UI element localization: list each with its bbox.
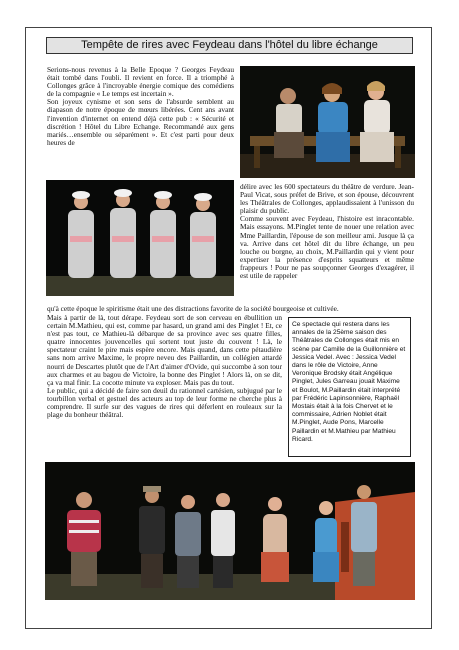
paragraph-delire: délire avec les 600 spectateurs du théâtre de verdure. Jean-Paul Vicat, sous préfet de Brive, et son épouse, découvrent les Théâtrales de Collonges, applaudissaient à l'unisson du plaisir du public. [240,183,414,216]
article-title: Tempête de rires avec Feydeau dans l'hôtel du libre échange [46,37,413,54]
paragraph-cynisme: Son joyeux cynisme et son sens de l'absurde semblent au diapason de notre époque de mœurs libérées. Cent ans avant l'invention d'internet on entend déjà cette pub : « Sécurité et discrétion ! Hôtel du Libre Echange. Recommandé aux gens mariés…ensemble ou séparément ». Et c'est parti pour deux heures de [47,97,234,147]
paragraph-histoire: Comme souvent avec Feydeau, l'histoire est inracontable. Mais essayons. M.Pinglet tente de nouer une relation avec Mme Paillardin, l'épouse de son meilleur ami. Jusque là ça va. Arrive dans cet hôtel dit du libre échange, un peu louche ou borgne, au choix, M.Paillardin qui y vient pour expertiser la présence d'esprits squatteurs et même frappeurs ! Pour ne pas soupçonner Georges d'exagérer, il est utile de rappeler [240,214,414,281]
text-full-line: qu'à cette époque le spiritisme était une des distractions favorite de la société bourgeoise et cultivée. [47,305,339,313]
paragraph-public: Le public, qui a décidé de faire son deuil du rationnel cartésien, subjugué par le tourbillon verbal et gestuel des acteurs au top de leur forme ne cherche plus à comprendre. Il surfe sur des vagues de rires qui déferlent en rouleaux sur la plage du bonheur théâtral. [47,385,282,420]
photo-four-daughters [46,180,234,296]
text-column-1 [47,66,234,189]
photo-ensemble-stage [45,462,415,600]
paragraph-derape: Mais à partir de là, tout dérape. Feydeau sort de son cerveau en ébullition un certain M.Mathieu, qui est, comme par hasard, un grand ami des Pinglet ! Et, ce n'est pas tout, ce Mathieu-là débarque de sa province avec ses quatre filles, quatre innocentes jouvencelles qui sortent tout juste du couvent ! Là, le spectateur craint le pire mais espère encore. Mais quand, dans cette pétaudière sans nom arrive Maxime, le propre neveu des Paillardin, un collégien attardé nourri de Descartes plutôt que de l'Art d'aimer d'Ovide, qui succombe à son tour aux charmes et au bagou de Victoire, la bonne des Pinglet ! Alors là, on se dit, ça va mal finir. La cocotte minute va exploser. Mais pas du tout. [47,314,282,387]
paragraph-intro: Serions-nous revenus à la Belle Epoque ? Georges Feydeau était tombé dans l'oubli. Il revient en force. Il a triomphé à Collonges grâce à l'incroyable énergie comique des comédiens de la compagnie « Le temps est incertain ». [47,66,234,99]
text-column-2 [240,183,414,305]
cast-inset-box: Ce spectacle qui restera dans les annales de la 25ème saison des Théâtrales de Collonges était mis en scène par Camille de la Guillonnière et Jessica Vedel. Avec : Jessica Vedel dans le rôle de Victoire, Anne Veronique Brodsky était Angélique Pinglet, Jules Garreau jouait Maxime et Boulot, M.Paillardin était interprété par Frédéric Lapinsonnière, Raphaël Mostais était à la fois Chervet et le commissaire, Adrien Noblet était M.Pinglet, Aude Pons, Marcelle Paillardin et M.Mathieu par Mathieu Ricard. [288,317,411,457]
text-column-3 [47,314,282,460]
photo-three-actors [240,66,415,178]
